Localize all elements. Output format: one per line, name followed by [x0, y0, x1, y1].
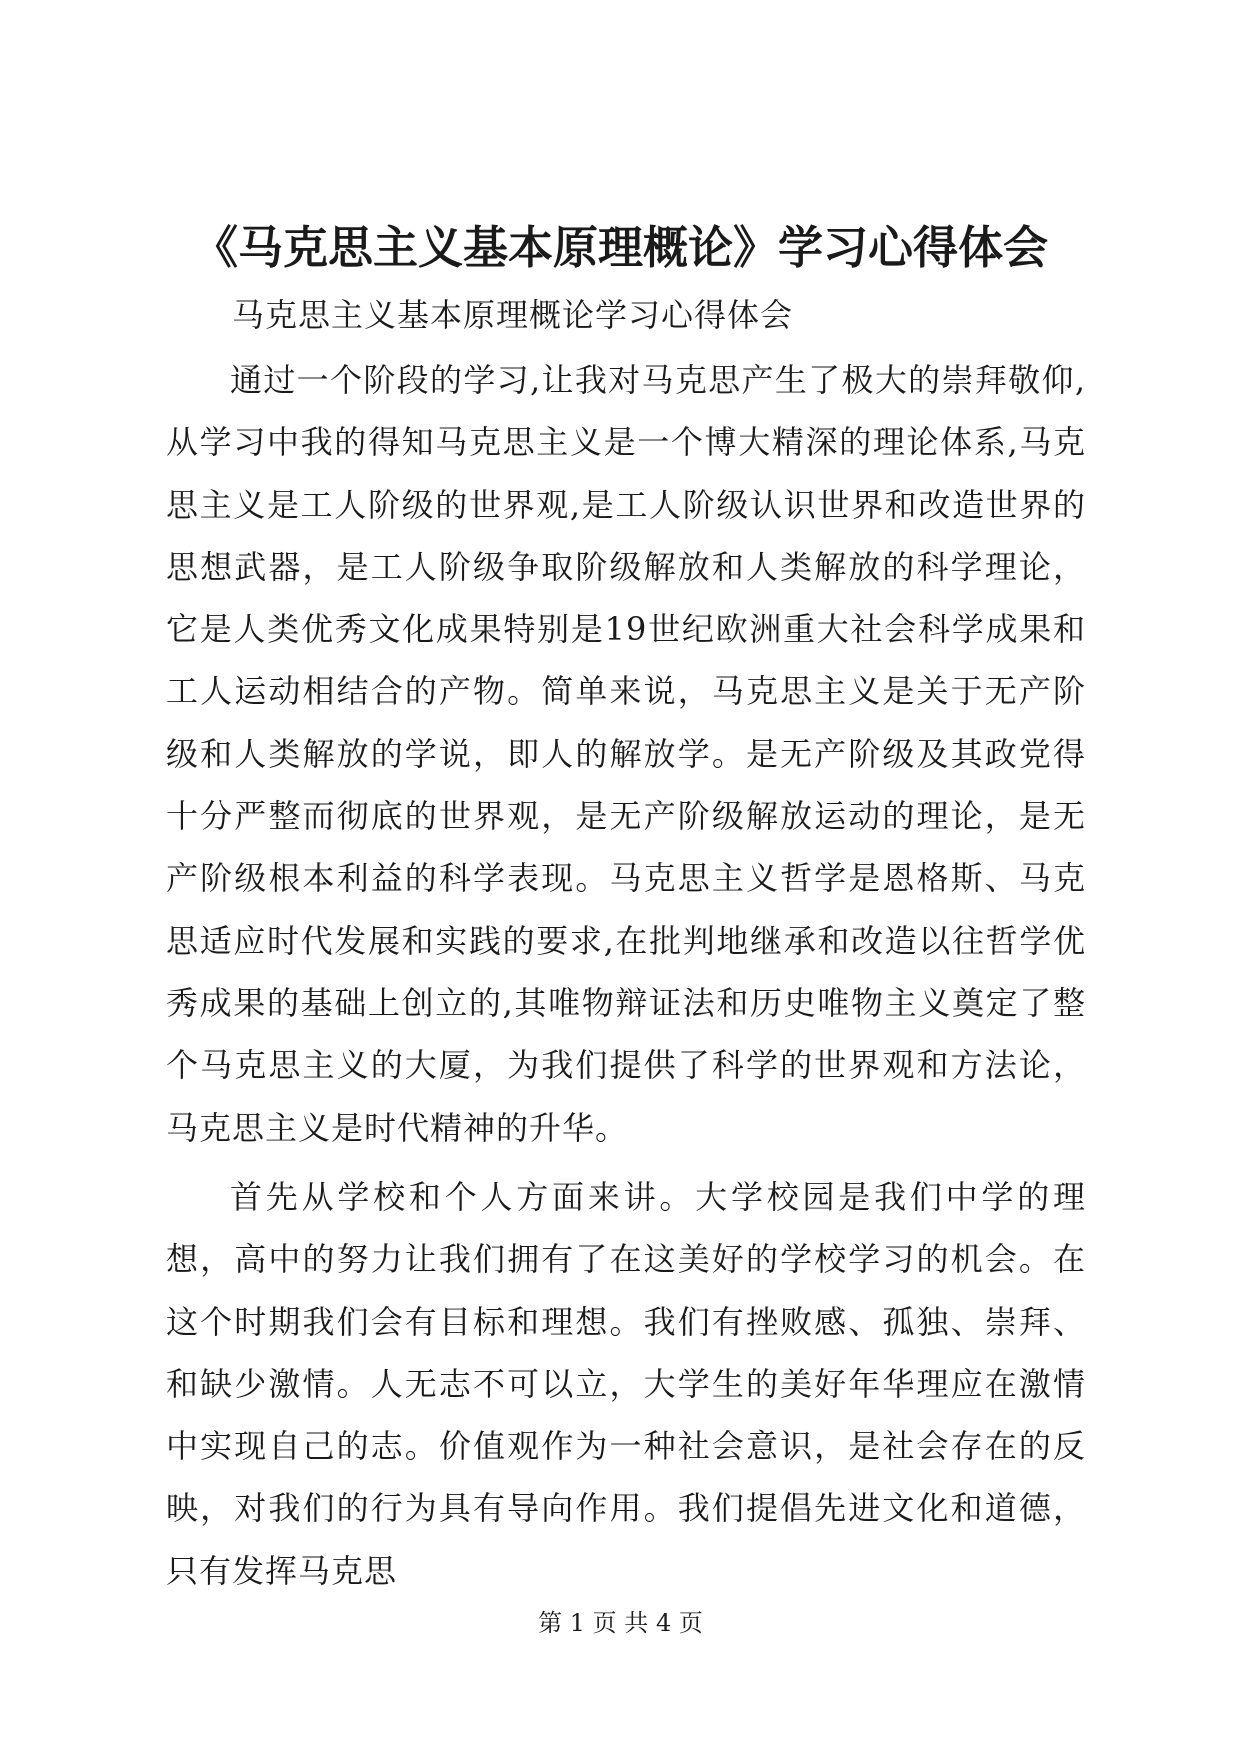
document-subtitle: 马克思主义基本原理概论学习心得体会 [232, 296, 794, 334]
body-paragraph: 首先从学校和个人方面来讲。大学校园是我们中学的理想，高中的努力让我们拥有了在这美好的学校学习的机会。在这个时期我们会有目标和理想。我们有挫败感、孤独、崇拜、和缺少激情。人无志不可以立，大学生的美好年华理应在激情中实现自己的志。价值观作为一种社会意识，是社会存在的反映，对我们的行为具有导向作用。我们提倡先进文化和道德，只有发挥马克思 [166, 1178, 1086, 1590]
page-footer: 第 1 页 共 4 页 [538, 1609, 703, 1637]
body-paragraph: 通过一个阶段的学习,让我对马克思产生了极大的崇拜敬仰,从学习中我的得知马克思主义是一个博大精深的理论体系,马克思主义是工人阶级的世界观,是工人阶级认识世界和改造世界的思想武器，是工人阶级争取阶级解放和人类解放的科学理论，它是人类优秀文化成果特别是19世纪欧洲重大社会科学成果和工人运动相结合的产物。简单来说，马克思主义是关于无产阶级和人类解放的学说，即人的解放学。是无产阶级及其政党得十分严整而彻底的世界观，是无产阶级解放运动的理论，是无产阶级根本利益的科学表现。马克思主义哲学是恩格斯、马克思适应时代发展和实践的要求,在批判地继承和改造以往哲学优秀成果的基础上创立的,其唯物辩证法和历史唯物主义奠定了整个马克思主义的大厦，为我们提供了科学的世界观和方法论，马克思主义是时代精神的升华。 [166, 361, 1086, 1147]
document-title: 《马克思主义基本原理概论》学习心得体会 [192, 221, 1048, 274]
